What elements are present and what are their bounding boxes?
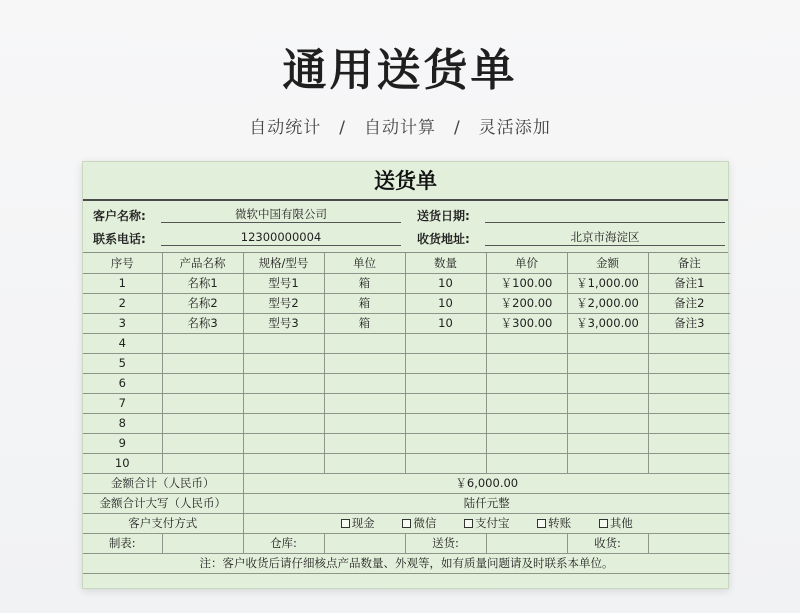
table-cell[interactable] xyxy=(162,433,243,453)
total-value[interactable]: ￥6,000.00 xyxy=(243,473,730,493)
table-cell[interactable] xyxy=(162,413,243,433)
table-cell[interactable] xyxy=(405,333,486,353)
items-table xyxy=(83,253,730,574)
total-row xyxy=(83,473,730,493)
receiver-field[interactable] xyxy=(648,533,730,553)
table-cell[interactable] xyxy=(567,413,648,433)
table-cell[interactable]: 型号3 xyxy=(243,313,324,333)
table-cell[interactable] xyxy=(405,433,486,453)
table-cell[interactable]: 备注3 xyxy=(648,313,730,333)
table-cell[interactable] xyxy=(486,353,567,373)
table-row xyxy=(83,353,730,373)
table-cell[interactable] xyxy=(243,393,324,413)
table-cell[interactable]: 名称2 xyxy=(162,293,243,313)
payment-option-label: 现金 xyxy=(351,516,375,530)
column-header: 规格/型号 xyxy=(243,253,324,273)
delivery-field[interactable] xyxy=(486,533,567,553)
table-cell[interactable] xyxy=(243,333,324,353)
maker-label: 制表: xyxy=(83,533,162,553)
table-cell[interactable]: 1 xyxy=(83,273,162,293)
subtitle-separator: / xyxy=(339,118,346,138)
checkbox-icon[interactable] xyxy=(464,519,473,528)
table-cell[interactable]: 2 xyxy=(83,293,162,313)
checkbox-icon[interactable] xyxy=(537,519,546,528)
sheet-title: 送货单 xyxy=(83,162,728,201)
table-cell[interactable] xyxy=(486,393,567,413)
table-row xyxy=(83,453,730,473)
table-cell[interactable] xyxy=(567,433,648,453)
table-cell[interactable]: 6 xyxy=(83,373,162,393)
warehouse-label: 仓库: xyxy=(243,533,324,553)
table-cell[interactable] xyxy=(162,373,243,393)
table-cell[interactable] xyxy=(324,393,405,413)
payment-option-label: 转账 xyxy=(548,516,572,530)
table-cell[interactable] xyxy=(486,373,567,393)
table-cell[interactable]: ￥200.00 xyxy=(486,293,567,313)
table-cell[interactable]: 9 xyxy=(83,433,162,453)
table-row xyxy=(83,373,730,393)
table-cell[interactable] xyxy=(567,373,648,393)
table-cell[interactable] xyxy=(324,333,405,353)
payment-option-label: 微信 xyxy=(413,516,437,530)
table-cell[interactable] xyxy=(567,353,648,373)
table-cell[interactable]: 10 xyxy=(405,313,486,333)
table-row xyxy=(83,413,730,433)
address-field[interactable]: 北京市海淀区 xyxy=(485,228,725,246)
table-cell[interactable] xyxy=(405,373,486,393)
item-rows xyxy=(83,273,730,473)
info-section xyxy=(83,201,728,253)
table-row xyxy=(83,333,730,353)
table-cell[interactable] xyxy=(648,373,730,393)
delivery-label: 送货: xyxy=(405,533,486,553)
receiver-label: 收货: xyxy=(567,533,648,553)
warehouse-field[interactable] xyxy=(324,533,405,553)
feature-auto-calc: 自动计算 xyxy=(364,118,436,138)
table-cell[interactable]: 8 xyxy=(83,413,162,433)
payment-options xyxy=(243,513,730,533)
table-cell[interactable] xyxy=(648,393,730,413)
total-label: 金额合计（人民币） xyxy=(83,473,243,493)
table-cell[interactable] xyxy=(162,393,243,413)
feature-auto-stats: 自动统计 xyxy=(249,118,322,138)
payment-option-label: 其他 xyxy=(609,516,633,530)
table-cell[interactable] xyxy=(162,333,243,353)
table-cell[interactable]: 箱 xyxy=(324,293,405,313)
column-header: 产品名称 xyxy=(162,253,243,273)
total-upper-row xyxy=(83,493,730,513)
table-cell[interactable] xyxy=(486,413,567,433)
column-header: 单价 xyxy=(486,253,567,273)
table-cell[interactable] xyxy=(648,333,730,353)
payment-row xyxy=(83,513,730,533)
column-header: 序号 xyxy=(83,253,162,273)
payment-option-alipay[interactable] xyxy=(464,515,510,531)
table-cell[interactable]: ￥1,000.00 xyxy=(567,273,648,293)
table-cell[interactable] xyxy=(162,353,243,373)
table-cell[interactable] xyxy=(405,453,486,473)
table-cell[interactable] xyxy=(324,373,405,393)
table-cell[interactable]: ￥3,000.00 xyxy=(567,313,648,333)
note-row xyxy=(83,553,730,573)
address-label: 收货地址: xyxy=(417,232,470,246)
page-subtitle xyxy=(0,113,800,138)
table-cell[interactable] xyxy=(243,413,324,433)
table-cell[interactable]: 10 xyxy=(405,273,486,293)
column-header: 单位 xyxy=(324,253,405,273)
column-header: 备注 xyxy=(648,253,730,273)
table-row xyxy=(83,273,730,293)
table-cell[interactable] xyxy=(567,453,648,473)
payment-option-cash[interactable] xyxy=(341,515,375,531)
table-cell[interactable] xyxy=(243,353,324,373)
column-header: 数量 xyxy=(405,253,486,273)
table-cell[interactable]: ￥300.00 xyxy=(486,313,567,333)
table-cell[interactable] xyxy=(405,353,486,373)
table-cell[interactable]: 4 xyxy=(83,333,162,353)
table-cell[interactable]: 3 xyxy=(83,313,162,333)
table-cell[interactable] xyxy=(486,433,567,453)
table-cell[interactable]: 10 xyxy=(83,453,162,473)
maker-field[interactable] xyxy=(162,533,243,553)
table-cell[interactable]: ￥100.00 xyxy=(486,273,567,293)
customer-label: 客户名称: xyxy=(93,209,146,223)
checkbox-icon[interactable] xyxy=(341,519,350,528)
table-row xyxy=(83,433,730,453)
table-cell[interactable]: 备注2 xyxy=(648,293,730,313)
payment-option-wechat[interactable] xyxy=(402,515,436,531)
table-cell[interactable] xyxy=(486,453,567,473)
payment-option-transfer[interactable] xyxy=(537,515,571,531)
table-row xyxy=(83,393,730,413)
table-cell[interactable]: 10 xyxy=(405,293,486,313)
table-cell[interactable]: 型号1 xyxy=(243,273,324,293)
table-cell[interactable] xyxy=(567,333,648,353)
payment-option-label: 支付宝 xyxy=(475,516,510,530)
customer-field[interactable]: 微软中国有限公司 xyxy=(161,205,401,223)
table-cell[interactable]: 名称1 xyxy=(162,273,243,293)
table-cell[interactable] xyxy=(324,413,405,433)
table-cell[interactable] xyxy=(324,353,405,373)
subtitle-separator: / xyxy=(454,118,461,138)
page-title: 通用送货单 xyxy=(282,45,518,96)
signature-row xyxy=(83,533,730,553)
total-upper-label: 金额合计大写（人民币） xyxy=(83,493,243,513)
table-cell[interactable]: ￥2,000.00 xyxy=(567,293,648,313)
footer-note: 注：客户收货后请仔细核点产品数量、外观等，如有质量问题请及时联系本单位。 xyxy=(83,553,730,573)
checkbox-icon[interactable] xyxy=(599,519,608,528)
table-cell[interactable] xyxy=(243,373,324,393)
table-cell[interactable] xyxy=(243,433,324,453)
date-label: 送货日期: xyxy=(417,209,470,223)
table-cell[interactable] xyxy=(648,413,730,433)
feature-flexible-add: 灵活添加 xyxy=(478,118,551,138)
table-cell[interactable] xyxy=(162,453,243,473)
date-field[interactable] xyxy=(485,205,725,223)
table-cell[interactable] xyxy=(648,453,730,473)
phone-field[interactable]: 12300000004 xyxy=(161,228,401,246)
table-cell[interactable]: 备注1 xyxy=(648,273,730,293)
table-row xyxy=(83,313,730,333)
checkbox-icon[interactable] xyxy=(402,519,411,528)
table-header-row xyxy=(83,253,730,273)
table-cell[interactable]: 箱 xyxy=(324,313,405,333)
table-cell[interactable]: 5 xyxy=(83,353,162,373)
table-cell[interactable] xyxy=(324,453,405,473)
phone-label: 联系电话: xyxy=(93,232,146,246)
table-cell[interactable] xyxy=(405,393,486,413)
payment-option-other[interactable] xyxy=(599,515,633,531)
table-cell[interactable] xyxy=(405,413,486,433)
table-cell[interactable] xyxy=(243,453,324,473)
table-cell[interactable] xyxy=(324,433,405,453)
payment-label: 客户支付方式 xyxy=(83,513,243,533)
column-header: 金额 xyxy=(567,253,648,273)
table-cell[interactable]: 7 xyxy=(83,393,162,413)
table-cell[interactable] xyxy=(567,393,648,413)
table-cell[interactable] xyxy=(648,353,730,373)
table-row xyxy=(83,293,730,313)
total-upper-value[interactable]: 陆仟元整 xyxy=(243,493,730,513)
table-cell[interactable] xyxy=(648,433,730,453)
table-cell[interactable] xyxy=(486,333,567,353)
table-cell[interactable]: 名称3 xyxy=(162,313,243,333)
table-cell[interactable]: 箱 xyxy=(324,273,405,293)
delivery-note-sheet xyxy=(82,161,729,589)
table-cell[interactable]: 型号2 xyxy=(243,293,324,313)
